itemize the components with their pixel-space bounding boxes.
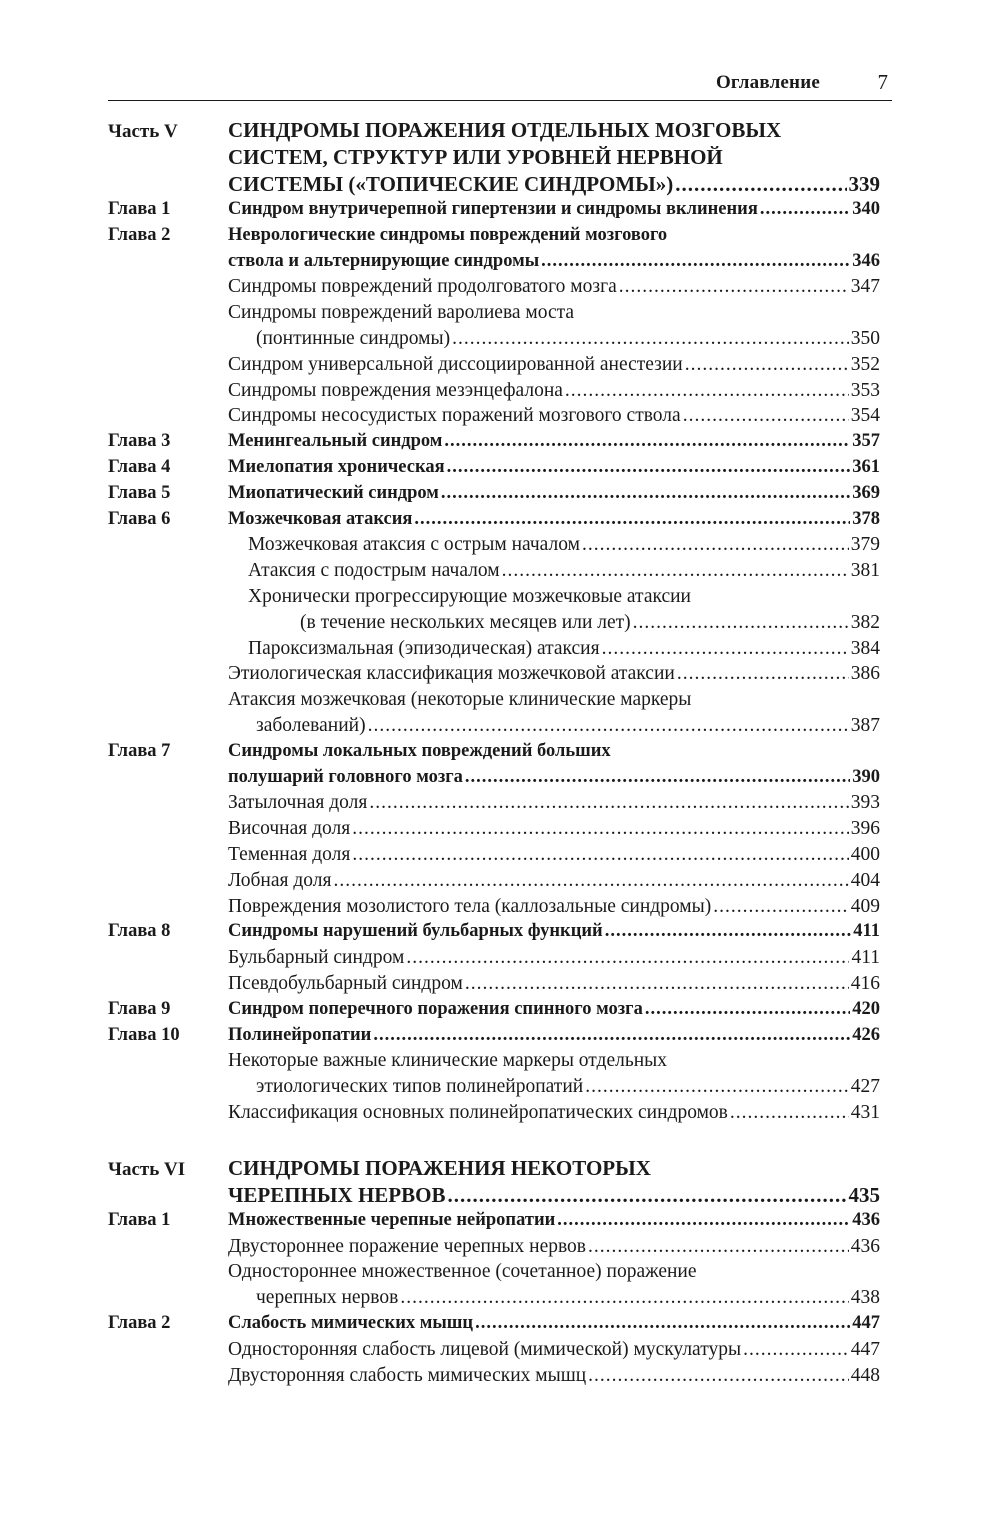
- toc-page-number: 400: [850, 844, 880, 865]
- toc-entry-title: Синдромы локальных повреждений больших: [228, 740, 611, 761]
- toc-chapter-label: Глава 10: [108, 1024, 180, 1045]
- toc-chapter-label: Глава 8: [108, 921, 171, 942]
- dot-leader: [645, 999, 850, 1020]
- toc-entry-title: Пароксизмальная (эпизодическая) атаксия: [248, 637, 600, 659]
- toc-entry-title: Синдромы повреждения мезэнцефалона: [228, 379, 563, 401]
- toc-entry-line[interactable]: [228, 1313, 880, 1339]
- toc-page-number: 396: [850, 818, 880, 840]
- dot-leader: [400, 1287, 848, 1309]
- toc-chapter-label: Глава 2: [108, 224, 171, 245]
- dot-leader: [465, 973, 849, 995]
- toc-page-number: 448: [850, 1364, 880, 1386]
- toc-entry-line[interactable]: [228, 1025, 880, 1051]
- toc-entry-line[interactable]: [256, 328, 880, 354]
- toc-entry-line[interactable]: [228, 818, 880, 844]
- dot-leader: [760, 199, 850, 220]
- toc-entry-line[interactable]: [228, 973, 880, 999]
- toc-entry-title: Псевдобульбарный синдром: [228, 973, 463, 994]
- toc-entry-title: Синдромы повреждений варолиева моста: [228, 302, 575, 324]
- toc-entry-line[interactable]: [256, 1076, 880, 1102]
- toc-page-number: 431: [850, 1102, 880, 1123]
- toc-page-number: 353: [850, 379, 880, 401]
- toc-entry-line[interactable]: [228, 354, 880, 380]
- toc-page-number: 350: [850, 328, 880, 349]
- toc-entry-title: Некоторые важные клинические маркеры отдельных: [228, 1050, 668, 1072]
- toc-page-number: 436: [852, 1209, 880, 1230]
- toc-entry-line[interactable]: [228, 844, 880, 870]
- toc-entry-title: Менингеальный синдром: [228, 431, 443, 452]
- toc-entry-title: Атаксия с подострым началом: [248, 560, 500, 582]
- toc-page-number: 447: [850, 1338, 880, 1360]
- toc-entry-title: Лобная доля: [228, 869, 332, 891]
- toc-page-number: 357: [852, 431, 880, 452]
- toc-page-number: 438: [850, 1287, 880, 1309]
- toc-entry-title: Неврологические синдромы повреждений мозгового: [228, 224, 668, 245]
- toc-page-number: 435: [848, 1182, 880, 1207]
- toc-entry-line[interactable]: [228, 251, 880, 277]
- toc-entry-line[interactable]: [228, 118, 880, 144]
- toc-chapter-label: Глава 1: [108, 1209, 171, 1230]
- dot-leader: [588, 1365, 849, 1387]
- toc-page-number: 411: [851, 947, 880, 969]
- toc-entry-line[interactable]: [228, 431, 880, 457]
- toc-chapter-label: Глава 9: [108, 998, 171, 1019]
- toc-entry-line[interactable]: [228, 509, 880, 535]
- toc-entry-line[interactable]: [228, 276, 880, 302]
- toc-entry-title: Синдромы повреждений продолговатого мозга: [228, 276, 617, 298]
- header-page-number: 7: [877, 70, 888, 94]
- toc-entry-title: Мозжечковая атаксия: [228, 508, 413, 529]
- toc-entry-line[interactable]: [228, 921, 880, 947]
- toc-chapter-label: Глава 3: [108, 431, 171, 452]
- toc-entry-line[interactable]: [248, 638, 880, 664]
- toc-entry-title: Хронически прогрессирующие мозжечковые атаксии: [248, 586, 691, 607]
- toc-part-label: Часть V: [108, 121, 178, 142]
- toc-entry-line[interactable]: [228, 792, 880, 818]
- toc-entry-title: черепных нервов: [256, 1287, 399, 1309]
- toc-entry-line[interactable]: [228, 947, 880, 973]
- toc-entry-title: (понтинные синдромы): [256, 328, 451, 349]
- toc-entry-line[interactable]: [228, 1236, 880, 1262]
- toc-entry-title: Синдромы несосудистых поражений мозгового ствола: [228, 405, 681, 427]
- toc-entry-title: ствола и альтернирующие синдромы: [228, 250, 540, 271]
- toc-chapter-label: Глава 1: [108, 199, 171, 219]
- dot-leader: [602, 638, 849, 660]
- toc-entry-line[interactable]: [228, 999, 880, 1025]
- toc-chapter-label: Глава 7: [108, 740, 171, 761]
- toc-entry-line[interactable]: [228, 457, 880, 483]
- toc-entry-line[interactable]: [228, 870, 880, 896]
- toc-entry-line[interactable]: [228, 767, 880, 793]
- toc-page-number: 361: [852, 457, 880, 477]
- dot-leader: [475, 1313, 850, 1334]
- dot-leader: [369, 792, 848, 814]
- toc-entry-title: Затылочная доля: [228, 792, 368, 814]
- toc-entry-title: Синдром универсальной диссоциированной анестезии: [228, 353, 683, 375]
- dot-leader: [465, 767, 850, 788]
- toc-entry-line[interactable]: [228, 1210, 880, 1236]
- toc-entry-title: полушарий головного мозга: [228, 766, 463, 787]
- toc-entry-line[interactable]: [256, 1287, 880, 1313]
- toc-page-number: 390: [852, 766, 880, 787]
- toc-entry-title: Синдром внутричерепной гипертензии и синдромы вклинения: [228, 199, 758, 219]
- toc-page-number: 447: [852, 1313, 880, 1333]
- toc-page-number: 404: [850, 869, 880, 891]
- toc-page-number: 426: [852, 1024, 880, 1045]
- dot-leader: [565, 380, 849, 402]
- dot-leader: [619, 276, 849, 298]
- toc-entry-title: Множественные черепные нейропатии: [228, 1209, 556, 1230]
- toc-entry-title: Атаксия мозжечковая (некоторые клинические маркеры: [228, 689, 692, 711]
- toc-page-number: 387: [850, 715, 880, 736]
- dot-leader: [685, 354, 849, 376]
- toc-entry-title: Двустороннее поражение черепных нервов: [228, 1235, 587, 1257]
- dot-leader: [414, 509, 850, 530]
- toc-page-number: 436: [850, 1235, 880, 1257]
- toc-page-number: 409: [850, 895, 880, 917]
- toc-page-number: 416: [850, 973, 880, 994]
- toc-entry-title: СИСТЕМ, СТРУКТУР ИЛИ УРОВНЕЙ НЕРВНОЙ: [228, 145, 723, 169]
- toc-entry-line[interactable]: [228, 896, 880, 922]
- dot-leader: [373, 1025, 850, 1046]
- toc-part-label: Часть VI: [108, 1158, 186, 1180]
- header-title: Оглавление: [715, 72, 820, 93]
- dot-leader: [605, 921, 852, 942]
- toc-page-number: 393: [850, 792, 880, 814]
- toc-entry-title: Классификация основных полинейропатических синдромов: [228, 1102, 728, 1123]
- toc-entry-line[interactable]: [228, 380, 880, 406]
- toc-entry-title: Одностороннее множественное (сочетанное) поражение: [228, 1261, 697, 1283]
- toc-entry-line[interactable]: [256, 715, 880, 741]
- toc-entry-line[interactable]: [248, 586, 880, 612]
- toc-entry-title: Миопатический синдром: [228, 482, 439, 503]
- toc-entry-line[interactable]: [228, 145, 880, 171]
- toc-entry-title: ЧЕРЕПНЫХ НЕРВОВ: [228, 1182, 446, 1207]
- toc-page-number: 347: [850, 276, 880, 298]
- toc-entry-title: Миелопатия хроническая: [228, 457, 445, 477]
- dot-leader: [452, 328, 849, 350]
- toc-entry-line[interactable]: [228, 1365, 880, 1391]
- toc-page-number: 427: [850, 1076, 880, 1098]
- toc-entry-line[interactable]: [228, 1050, 880, 1076]
- dot-leader: [444, 431, 850, 452]
- toc-page-number: 384: [850, 637, 880, 659]
- toc-entry-title: Слабость мимических мышц: [228, 1313, 474, 1333]
- toc-entry-line[interactable]: [228, 483, 880, 509]
- toc-entry-line[interactable]: [228, 199, 880, 225]
- toc-entry-title: Повреждения мозолистого тела (каллозальные синдромы): [228, 895, 712, 917]
- toc-page-number: 379: [850, 534, 880, 556]
- dot-leader: [585, 1076, 849, 1098]
- dot-leader: [582, 534, 849, 556]
- toc-entry-line[interactable]: [228, 172, 880, 198]
- toc-entry-line[interactable]: [228, 689, 880, 715]
- dot-leader: [588, 1236, 849, 1258]
- toc-page-number: 339: [848, 172, 880, 196]
- toc-page-number: 346: [852, 250, 880, 271]
- toc-entry-line[interactable]: [228, 405, 880, 431]
- toc-page-number: 386: [850, 663, 880, 685]
- toc-entry-title: Двусторонняя слабость мимических мышц: [228, 1364, 587, 1386]
- dot-leader: [633, 612, 849, 634]
- toc-entry-line[interactable]: [228, 1261, 880, 1287]
- dot-leader: [502, 560, 849, 582]
- toc-chapter-label: Глава 5: [108, 482, 171, 503]
- toc-entry-line[interactable]: [228, 1156, 880, 1182]
- toc-entry-title: СИНДРОМЫ ПОРАЖЕНИЯ ОТДЕЛЬНЫХ МОЗГОВЫХ: [228, 118, 782, 142]
- dot-leader: [441, 483, 850, 504]
- toc-entry-line[interactable]: [228, 1339, 880, 1365]
- toc-chapter-label: Глава 2: [108, 1313, 171, 1333]
- toc-entry-title: Полинейропатии: [228, 1024, 372, 1045]
- dot-leader: [743, 1339, 849, 1361]
- toc-entry-title: Бульбарный синдром: [228, 947, 405, 969]
- toc-page-number: 369: [852, 482, 880, 503]
- toc-chapter-label: Глава 4: [108, 457, 171, 477]
- toc-entry-line[interactable]: [228, 663, 880, 689]
- toc-entry-line[interactable]: [228, 1183, 880, 1209]
- toc-entry-line[interactable]: [228, 1102, 880, 1128]
- toc-page-number: 411: [853, 921, 880, 942]
- toc-entry-line[interactable]: [228, 302, 880, 328]
- toc-entry-title: Этиологическая классификация мозжечковой атаксии: [228, 663, 675, 685]
- dot-leader: [683, 405, 849, 427]
- toc-entry-title: этиологических типов полинейропатий: [256, 1076, 584, 1098]
- dot-leader: [352, 844, 848, 866]
- toc-entry-title: Односторонняя слабость лицевой (мимической) мускулатуры: [228, 1338, 742, 1360]
- dot-leader: [713, 896, 849, 918]
- dot-leader: [541, 251, 850, 272]
- dot-leader: [557, 1210, 850, 1231]
- toc-chapter-label: Глава 6: [108, 508, 171, 529]
- dot-leader: [447, 1183, 846, 1208]
- toc-page-number: 381: [850, 560, 880, 582]
- dot-leader: [730, 1102, 849, 1124]
- toc-entry-title: Мозжечковая атаксия с острым началом: [248, 534, 580, 556]
- dot-leader: [447, 457, 851, 478]
- toc-page-number: 340: [852, 199, 880, 219]
- toc-entry-title: Синдромы нарушений бульбарных функций: [228, 921, 603, 942]
- toc-page-number: 378: [852, 508, 880, 529]
- toc-entry-title: заболеваний): [256, 715, 366, 736]
- toc-entry-line[interactable]: [228, 225, 880, 251]
- toc-entry-title: СИСТЕМЫ («ТОПИЧЕСКИЕ СИНДРОМЫ»): [228, 172, 674, 196]
- dot-leader: [675, 172, 846, 197]
- toc-entry-title: Синдром поперечного поражения спинного мозга: [228, 998, 643, 1019]
- dot-leader: [677, 663, 849, 685]
- toc-entry-title: (в течение нескольких месяцев или лет): [300, 611, 631, 633]
- toc-entry-line[interactable]: [300, 612, 880, 638]
- toc-page-number: 352: [850, 353, 880, 375]
- toc-entry-line[interactable]: [248, 560, 880, 586]
- toc-entry-title: Височная доля: [228, 818, 351, 840]
- toc-page-number: 382: [850, 611, 880, 633]
- toc-entry-line[interactable]: [228, 741, 880, 767]
- dot-leader: [406, 947, 849, 969]
- toc-page-number: 354: [850, 405, 880, 427]
- toc-entry-title: Теменная доля: [228, 844, 351, 865]
- dot-leader: [352, 818, 849, 840]
- dot-leader: [333, 870, 848, 892]
- toc-entry-title: СИНДРОМЫ ПОРАЖЕНИЯ НЕКОТОРЫХ: [228, 1155, 651, 1180]
- toc-page-number: 420: [852, 998, 880, 1019]
- toc-entry-line[interactable]: [248, 534, 880, 560]
- dot-leader: [368, 715, 849, 737]
